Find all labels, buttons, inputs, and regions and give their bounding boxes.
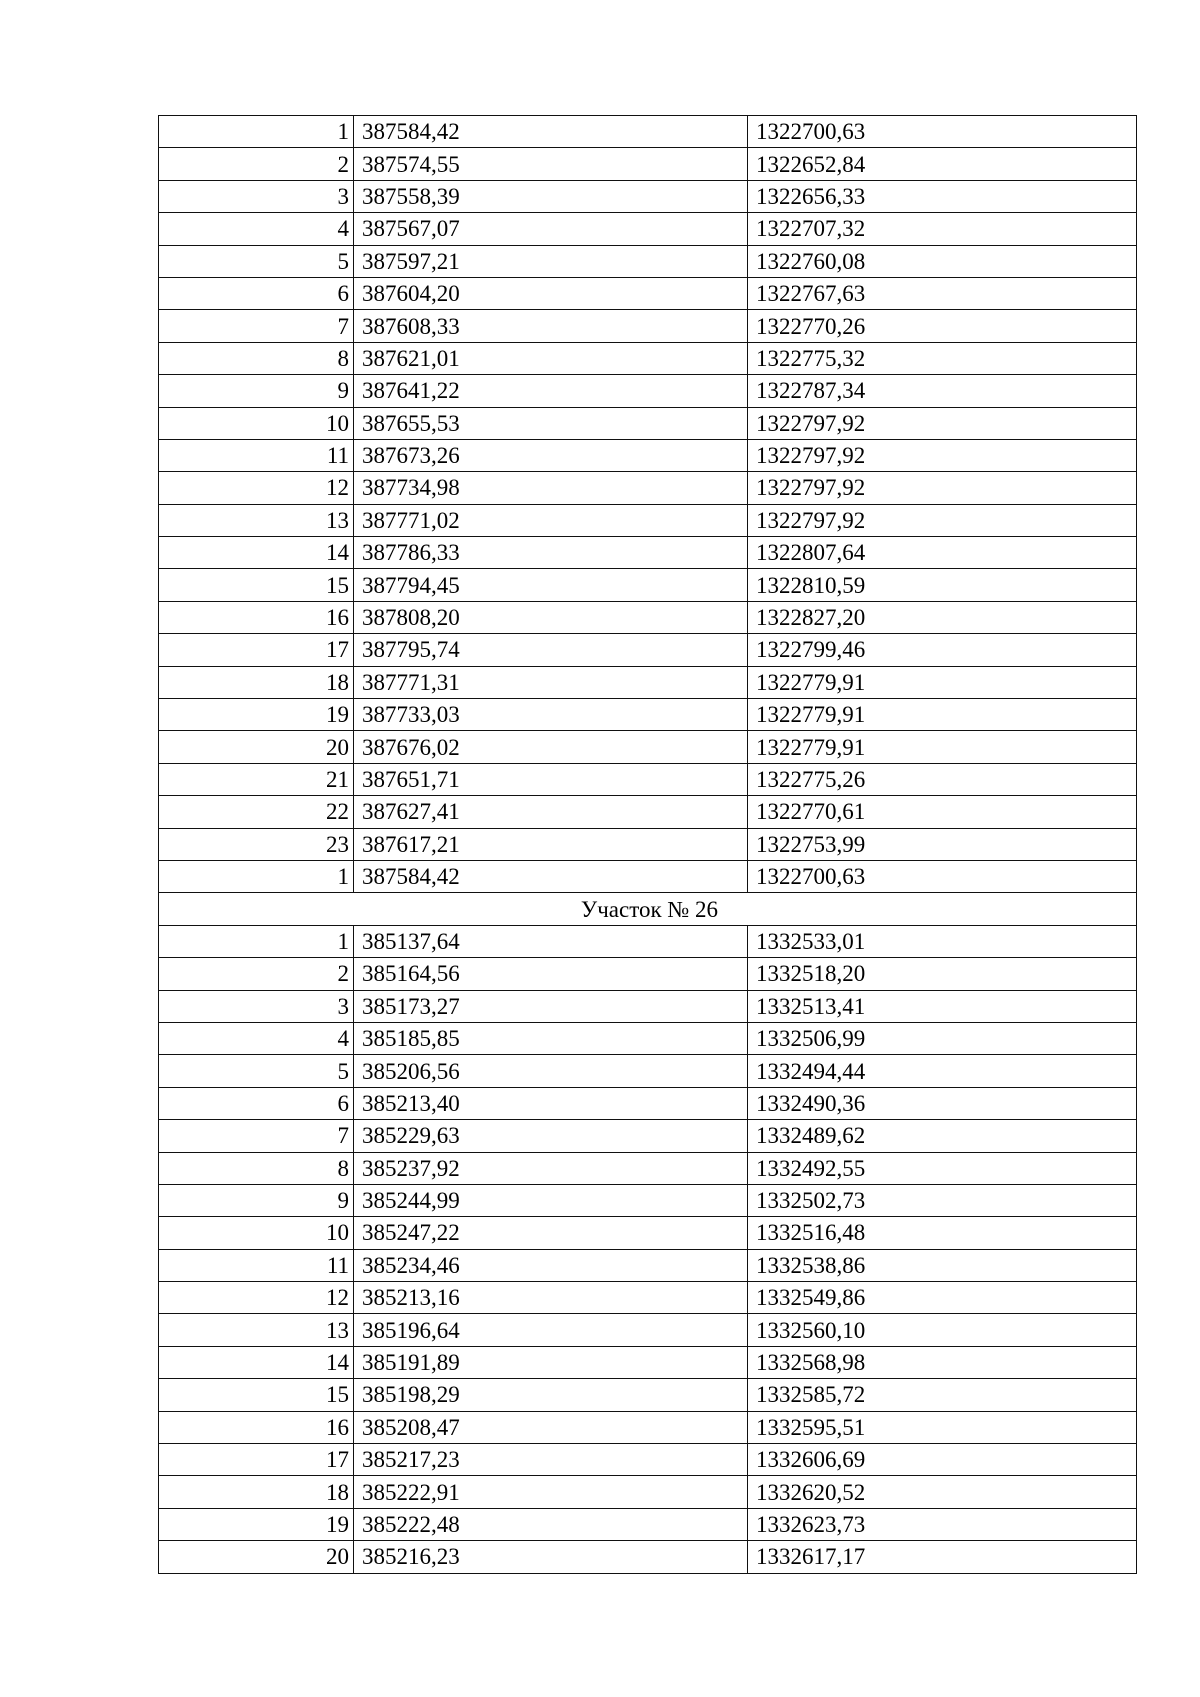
- y-coordinate-cell: 1332617,17: [748, 1541, 1137, 1573]
- table-row: [159, 925, 1137, 957]
- table-row: [159, 1346, 1137, 1378]
- point-number-cell: 3: [159, 990, 354, 1022]
- x-coordinate-cell: 387641,22: [354, 375, 748, 407]
- x-coordinate-cell: 387617,21: [354, 828, 748, 860]
- point-number-cell: 13: [159, 504, 354, 536]
- point-number-cell: 5: [159, 1055, 354, 1087]
- table-row: [159, 375, 1137, 407]
- table-row: [159, 407, 1137, 439]
- y-coordinate-cell: 1332606,69: [748, 1444, 1137, 1476]
- table-row: [159, 1087, 1137, 1119]
- table-row: [159, 958, 1137, 990]
- x-coordinate-cell: 387771,31: [354, 666, 748, 698]
- table-row: [159, 1184, 1137, 1216]
- x-coordinate-cell: 385185,85: [354, 1022, 748, 1054]
- point-number-cell: 15: [159, 569, 354, 601]
- y-coordinate-cell: 1322827,20: [748, 601, 1137, 633]
- table-row: [159, 1249, 1137, 1281]
- y-coordinate-cell: 1322753,99: [748, 828, 1137, 860]
- point-number-cell: 12: [159, 1282, 354, 1314]
- point-number-cell: 7: [159, 310, 354, 342]
- point-number-cell: 6: [159, 1087, 354, 1119]
- table-row: [159, 245, 1137, 277]
- table-row: [159, 828, 1137, 860]
- table-row: [159, 148, 1137, 180]
- point-number-cell: 1: [159, 860, 354, 892]
- x-coordinate-cell: 385234,46: [354, 1249, 748, 1281]
- y-coordinate-cell: 1332516,48: [748, 1217, 1137, 1249]
- point-number-cell: 20: [159, 731, 354, 763]
- x-coordinate-cell: 387558,39: [354, 180, 748, 212]
- x-coordinate-cell: 385247,22: [354, 1217, 748, 1249]
- y-coordinate-cell: 1322787,34: [748, 375, 1137, 407]
- point-number-cell: 22: [159, 796, 354, 828]
- y-coordinate-cell: 1332518,20: [748, 958, 1137, 990]
- table-row: [159, 1152, 1137, 1184]
- x-coordinate-cell: 387597,21: [354, 245, 748, 277]
- point-number-cell: 5: [159, 245, 354, 277]
- table-row: [159, 1379, 1137, 1411]
- coordinates-table: [158, 115, 1137, 1574]
- x-coordinate-cell: 385198,29: [354, 1379, 748, 1411]
- point-number-cell: 11: [159, 1249, 354, 1281]
- y-coordinate-cell: 1332494,44: [748, 1055, 1137, 1087]
- point-number-cell: 6: [159, 277, 354, 309]
- x-coordinate-cell: 387608,33: [354, 310, 748, 342]
- x-coordinate-cell: 385208,47: [354, 1411, 748, 1443]
- table-row: [159, 1217, 1137, 1249]
- table-row: [159, 116, 1137, 148]
- point-number-cell: 20: [159, 1541, 354, 1573]
- y-coordinate-cell: 1322779,91: [748, 666, 1137, 698]
- x-coordinate-cell: 387786,33: [354, 537, 748, 569]
- y-coordinate-cell: 1332502,73: [748, 1184, 1137, 1216]
- y-coordinate-cell: 1322760,08: [748, 245, 1137, 277]
- point-number-cell: 3: [159, 180, 354, 212]
- table-row: [159, 310, 1137, 342]
- y-coordinate-cell: 1322779,91: [748, 699, 1137, 731]
- point-number-cell: 14: [159, 1346, 354, 1378]
- table-row: [159, 472, 1137, 504]
- y-coordinate-cell: 1322656,33: [748, 180, 1137, 212]
- y-coordinate-cell: 1332533,01: [748, 925, 1137, 957]
- table-row: [159, 180, 1137, 212]
- point-number-cell: 9: [159, 375, 354, 407]
- table-row: [159, 439, 1137, 471]
- y-coordinate-cell: 1332560,10: [748, 1314, 1137, 1346]
- table-row: [159, 569, 1137, 601]
- point-number-cell: 19: [159, 699, 354, 731]
- x-coordinate-cell: 387795,74: [354, 634, 748, 666]
- y-coordinate-cell: 1332585,72: [748, 1379, 1137, 1411]
- x-coordinate-cell: 385237,92: [354, 1152, 748, 1184]
- point-number-cell: 7: [159, 1120, 354, 1152]
- y-coordinate-cell: 1332489,62: [748, 1120, 1137, 1152]
- y-coordinate-cell: 1332595,51: [748, 1411, 1137, 1443]
- point-number-cell: 17: [159, 634, 354, 666]
- y-coordinate-cell: 1322797,92: [748, 504, 1137, 536]
- point-number-cell: 1: [159, 116, 354, 148]
- x-coordinate-cell: 387584,42: [354, 116, 748, 148]
- y-coordinate-cell: 1322770,26: [748, 310, 1137, 342]
- table-row: [159, 1282, 1137, 1314]
- point-number-cell: 11: [159, 439, 354, 471]
- table-row: [159, 1444, 1137, 1476]
- x-coordinate-cell: 385217,23: [354, 1444, 748, 1476]
- section-title: Участок № 26: [159, 893, 1137, 925]
- table-row: [159, 1314, 1137, 1346]
- y-coordinate-cell: 1332506,99: [748, 1022, 1137, 1054]
- point-number-cell: 10: [159, 1217, 354, 1249]
- y-coordinate-cell: 1322767,63: [748, 277, 1137, 309]
- y-coordinate-cell: 1332623,73: [748, 1508, 1137, 1540]
- x-coordinate-cell: 387733,03: [354, 699, 748, 731]
- table-row: [159, 504, 1137, 536]
- x-coordinate-cell: 387676,02: [354, 731, 748, 763]
- y-coordinate-cell: 1322775,26: [748, 763, 1137, 795]
- point-number-cell: 17: [159, 1444, 354, 1476]
- table-row: [159, 634, 1137, 666]
- x-coordinate-cell: 387808,20: [354, 601, 748, 633]
- table-row: [159, 342, 1137, 374]
- table-row: [159, 1411, 1137, 1443]
- x-coordinate-cell: 385213,40: [354, 1087, 748, 1119]
- x-coordinate-cell: 385206,56: [354, 1055, 748, 1087]
- point-number-cell: 4: [159, 213, 354, 245]
- y-coordinate-cell: 1332538,86: [748, 1249, 1137, 1281]
- x-coordinate-cell: 385216,23: [354, 1541, 748, 1573]
- y-coordinate-cell: 1332492,55: [748, 1152, 1137, 1184]
- y-coordinate-cell: 1322797,92: [748, 407, 1137, 439]
- x-coordinate-cell: 387584,42: [354, 860, 748, 892]
- x-coordinate-cell: 387794,45: [354, 569, 748, 601]
- x-coordinate-cell: 387673,26: [354, 439, 748, 471]
- x-coordinate-cell: 385137,64: [354, 925, 748, 957]
- x-coordinate-cell: 385222,48: [354, 1508, 748, 1540]
- table-row: [159, 990, 1137, 1022]
- y-coordinate-cell: 1332620,52: [748, 1476, 1137, 1508]
- point-number-cell: 12: [159, 472, 354, 504]
- point-number-cell: 8: [159, 1152, 354, 1184]
- y-coordinate-cell: 1332490,36: [748, 1087, 1137, 1119]
- point-number-cell: 19: [159, 1508, 354, 1540]
- point-number-cell: 2: [159, 958, 354, 990]
- point-number-cell: 13: [159, 1314, 354, 1346]
- x-coordinate-cell: 387567,07: [354, 213, 748, 245]
- x-coordinate-cell: 385191,89: [354, 1346, 748, 1378]
- y-coordinate-cell: 1322770,61: [748, 796, 1137, 828]
- y-coordinate-cell: 1322700,63: [748, 860, 1137, 892]
- table-row: [159, 796, 1137, 828]
- y-coordinate-cell: 1322797,92: [748, 472, 1137, 504]
- y-coordinate-cell: 1322700,63: [748, 116, 1137, 148]
- table-row: [159, 666, 1137, 698]
- y-coordinate-cell: 1322797,92: [748, 439, 1137, 471]
- x-coordinate-cell: 387627,41: [354, 796, 748, 828]
- table-row: [159, 277, 1137, 309]
- y-coordinate-cell: 1322810,59: [748, 569, 1137, 601]
- table-row: [159, 1120, 1137, 1152]
- table-row: [159, 731, 1137, 763]
- y-coordinate-cell: 1322775,32: [748, 342, 1137, 374]
- section-header-row: [159, 893, 1137, 925]
- x-coordinate-cell: 387621,01: [354, 342, 748, 374]
- table-row: [159, 763, 1137, 795]
- point-number-cell: 23: [159, 828, 354, 860]
- table-row: [159, 601, 1137, 633]
- x-coordinate-cell: 385244,99: [354, 1184, 748, 1216]
- x-coordinate-cell: 387604,20: [354, 277, 748, 309]
- x-coordinate-cell: 387655,53: [354, 407, 748, 439]
- x-coordinate-cell: 387574,55: [354, 148, 748, 180]
- point-number-cell: 2: [159, 148, 354, 180]
- coordinates-table-body: [159, 116, 1137, 1574]
- table-row: [159, 860, 1137, 892]
- point-number-cell: 9: [159, 1184, 354, 1216]
- x-coordinate-cell: 385164,56: [354, 958, 748, 990]
- y-coordinate-cell: 1322707,32: [748, 213, 1137, 245]
- point-number-cell: 15: [159, 1379, 354, 1411]
- x-coordinate-cell: 385213,16: [354, 1282, 748, 1314]
- x-coordinate-cell: 385173,27: [354, 990, 748, 1022]
- point-number-cell: 10: [159, 407, 354, 439]
- point-number-cell: 16: [159, 601, 354, 633]
- table-row: [159, 537, 1137, 569]
- y-coordinate-cell: 1332568,98: [748, 1346, 1137, 1378]
- table-row: [159, 699, 1137, 731]
- point-number-cell: 4: [159, 1022, 354, 1054]
- x-coordinate-cell: 387771,02: [354, 504, 748, 536]
- table-row: [159, 1541, 1137, 1573]
- point-number-cell: 1: [159, 925, 354, 957]
- table-row: [159, 1508, 1137, 1540]
- table-row: [159, 213, 1137, 245]
- point-number-cell: 16: [159, 1411, 354, 1443]
- y-coordinate-cell: 1322652,84: [748, 148, 1137, 180]
- table-row: [159, 1476, 1137, 1508]
- x-coordinate-cell: 385229,63: [354, 1120, 748, 1152]
- y-coordinate-cell: 1332513,41: [748, 990, 1137, 1022]
- y-coordinate-cell: 1322779,91: [748, 731, 1137, 763]
- point-number-cell: 21: [159, 763, 354, 795]
- point-number-cell: 18: [159, 1476, 354, 1508]
- x-coordinate-cell: 387734,98: [354, 472, 748, 504]
- x-coordinate-cell: 387651,71: [354, 763, 748, 795]
- point-number-cell: 18: [159, 666, 354, 698]
- y-coordinate-cell: 1322799,46: [748, 634, 1137, 666]
- x-coordinate-cell: 385222,91: [354, 1476, 748, 1508]
- y-coordinate-cell: 1322807,64: [748, 537, 1137, 569]
- table-row: [159, 1022, 1137, 1054]
- point-number-cell: 14: [159, 537, 354, 569]
- table-row: [159, 1055, 1137, 1087]
- point-number-cell: 8: [159, 342, 354, 374]
- x-coordinate-cell: 385196,64: [354, 1314, 748, 1346]
- y-coordinate-cell: 1332549,86: [748, 1282, 1137, 1314]
